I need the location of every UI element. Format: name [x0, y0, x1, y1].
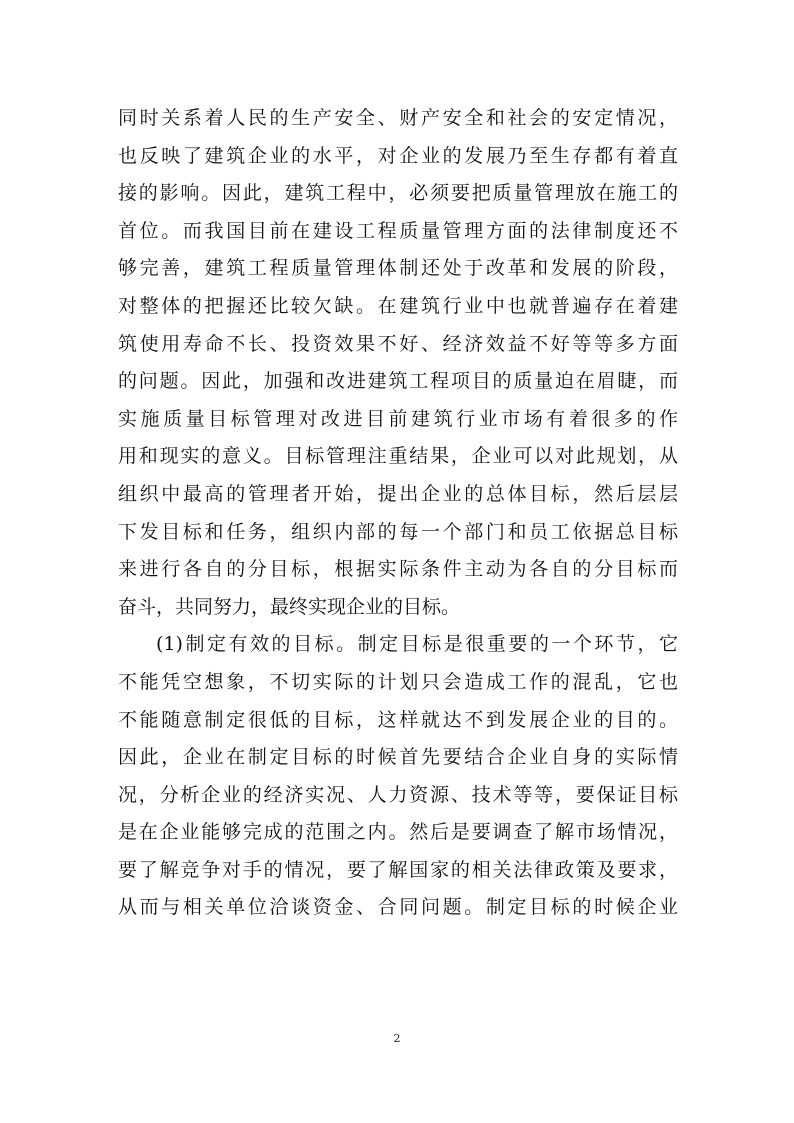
text-line: 组织中最高的管理者开始，提出企业的总体目标，然后层层	[118, 482, 678, 505]
text-line: 来进行各自的分目标，根据实际条件主动为各自的分目标而	[118, 558, 678, 581]
text-line: 况，分析企业的经济实况、人力资源、技术等等，要保证目标	[118, 783, 678, 806]
text-line: 实施质量目标管理对改进目前建筑行业市场有着很多的作	[118, 407, 678, 430]
text-line: 的问题。因此，加强和改进建筑工程项目的质量迫在眉睫，而	[118, 370, 678, 393]
paragraph-first-line: (1)制定有效的目标。制定目标是很重要的一个环节，它	[156, 633, 678, 656]
text-line: 也反映了建筑企业的水平，对企业的发展乃至生存都有着直	[118, 144, 678, 167]
text-line: 不能随意制定很低的目标，这样就达不到发展企业的目的。	[118, 708, 678, 731]
text-line: 是在企业能够完成的范围之内。然后是要调查了解市场情况，	[118, 821, 678, 844]
text-line: 不能凭空想象，不切实际的计划只会造成工作的混乱，它也	[118, 670, 678, 693]
text-line: 奋斗，共同努力，最终实现企业的目标。	[118, 595, 461, 618]
text-line: 对整体的把握还比较欠缺。在建筑行业中也就普遍存在着建	[118, 294, 678, 317]
body-text	[118, 100, 678, 927]
text-line: 同时关系着人民的生产安全、财产安全和社会的安定情况，	[118, 107, 678, 129]
text-line: 要了解竞争对手的情况，要了解国家的相关法律政策及要求，	[118, 858, 678, 881]
text-line: 够完善，建筑工程质量管理体制还处于改革和发展的阶段，	[118, 257, 678, 280]
text-line: 从而与相关单位洽谈资金、合同问题。制定目标的时候企业	[118, 896, 678, 919]
text-line: 首位。而我国目前在建设工程质量管理方面的法律制度还不	[118, 219, 678, 242]
text-line: 接的影响。因此，建筑工程中，必须要把质量管理放在施工的	[118, 182, 678, 205]
text-line: 筑使用寿命不长、投资效果不好、经济效益不好等等多方面	[118, 332, 678, 355]
text-line: 因此，企业在制定目标的时候首先要结合企业自身的实际情	[118, 746, 678, 769]
text-line: 下发目标和任务，组织内部的每一个部门和员工依据总目标	[118, 520, 678, 543]
page-number: 2	[393, 1032, 401, 1045]
text-line: 用和现实的意义。目标管理注重结果，企业可以对此规划，从	[118, 445, 678, 468]
